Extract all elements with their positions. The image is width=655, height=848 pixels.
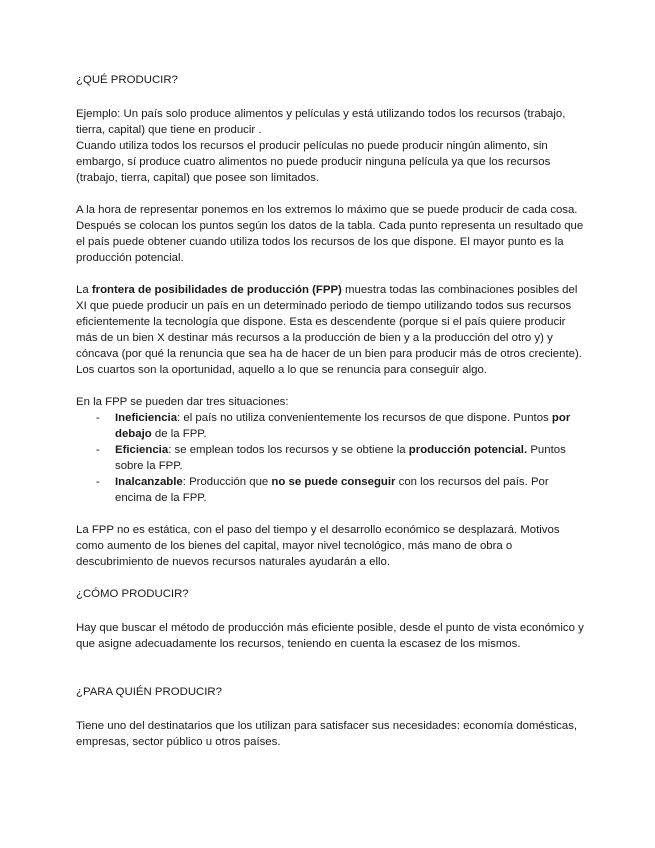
example-text: Ejemplo: Un país solo produce alimentos y películas y está utilizando todos los recursos (trabajo, tierra, capital) que tiene en producir . [76, 108, 566, 136]
paragraph-como: Hay que buscar el método de producción más eficiente posible, desde el punto de vista económico y que asigne adecuadamente los recursos, teniendo en cuenta la escasez de los mismos. [76, 622, 584, 650]
fpp-term: frontera de posibilidades de producción (FPP) [91, 284, 342, 296]
item-text-end: de la FPP. [151, 428, 207, 440]
item-text-end: con los recursos del país. Por encima de la FPP. [115, 476, 549, 504]
item-text: : el país no utiliza convenientemente los recursos de que dispone. Puntos [177, 412, 552, 424]
situations-list [76, 410, 586, 506]
item-bold: no se puede conseguir [271, 476, 396, 488]
paragraph-para-quien: Tiene uno del destinatarios que los utilizan para satisfacer sus necesidades: economía domésticas, empresas, sector público u otros países. [76, 720, 578, 748]
paragraph-representation: A la hora de representar ponemos en los extremos lo máximo que se puede producir de cada cosa. Después se colocan los puntos según los datos de la tabla. Cada punto representa un resultado que el país puede obtener cuando utiliza todos los recursos de los que dispone. El mayor punto es la producción potencial. [76, 204, 584, 264]
dash-bullet: - [96, 412, 100, 424]
item-text-end: Puntos sobre la FPP. [115, 444, 566, 472]
list-item [76, 474, 586, 506]
fpp-description: muestra todas las combinaciones posibles del XI que puede producir un país en un determinado periodo de tiempo utilizando todos sus recursos eficientemente la tecnología que dispone. Esta es descendente (porque si el país quiere producir más de un bien X destinar más recursos a la producción de bien y a la producción del otro y) y cóncava (por qué la renuncia que sea ha de hacer de un bien para producir más de otros creciente). [76, 284, 582, 360]
heading-que-producir: ¿QUÉ PRODUCIR? [76, 74, 178, 86]
item-text: : se emplean todos los recursos y se obtiene la [168, 444, 409, 456]
item-term: Ineficiencia [115, 412, 178, 424]
item-text: : Producción que [182, 476, 272, 488]
item-bold: por debajo [115, 412, 571, 440]
paragraph-fpp-definition [76, 282, 586, 378]
document-page [76, 72, 586, 750]
item-term: Inalcanzable [115, 476, 183, 488]
dash-bullet: - [96, 444, 100, 456]
list-item [76, 442, 586, 474]
list-item [76, 410, 586, 442]
paragraph-example [76, 106, 586, 186]
example-text-continued: Cuando utiliza todos los recursos el producir películas no puede producir ningún alimento, sin embargo, sí produce cuatro alimentos no puede producir ninguna película ya que los recursos (trabajo, tierra, capital) que posee son limitados. [76, 140, 551, 184]
fpp-intro: La [76, 284, 92, 296]
item-bold: producción potencial. [408, 444, 528, 456]
item-term: Eficiencia [115, 444, 169, 456]
heading-como-producir: ¿CÓMO PRODUCIR? [76, 588, 189, 600]
paragraph-fpp-shift: La FPP no es estática, con el paso del tiempo y el desarrollo económico se desplazará. Motivos como aumento de los bienes del capital, mayor nivel tecnológico, más mano de obra o descubrimiento de nuevos recursos naturales ayudarán a ello. [76, 524, 560, 568]
dash-bullet: - [96, 476, 100, 488]
heading-para-quien-producir: ¿PARA QUIÉN PRODUCIR? [76, 686, 222, 698]
fpp-definition-text [76, 282, 586, 362]
opportunity-cost-text: Los cuartos son la oportunidad, aquello a lo que se renuncia para conseguir algo. [76, 364, 487, 376]
situations-intro: En la FPP se pueden dar tres situaciones: [76, 396, 289, 408]
